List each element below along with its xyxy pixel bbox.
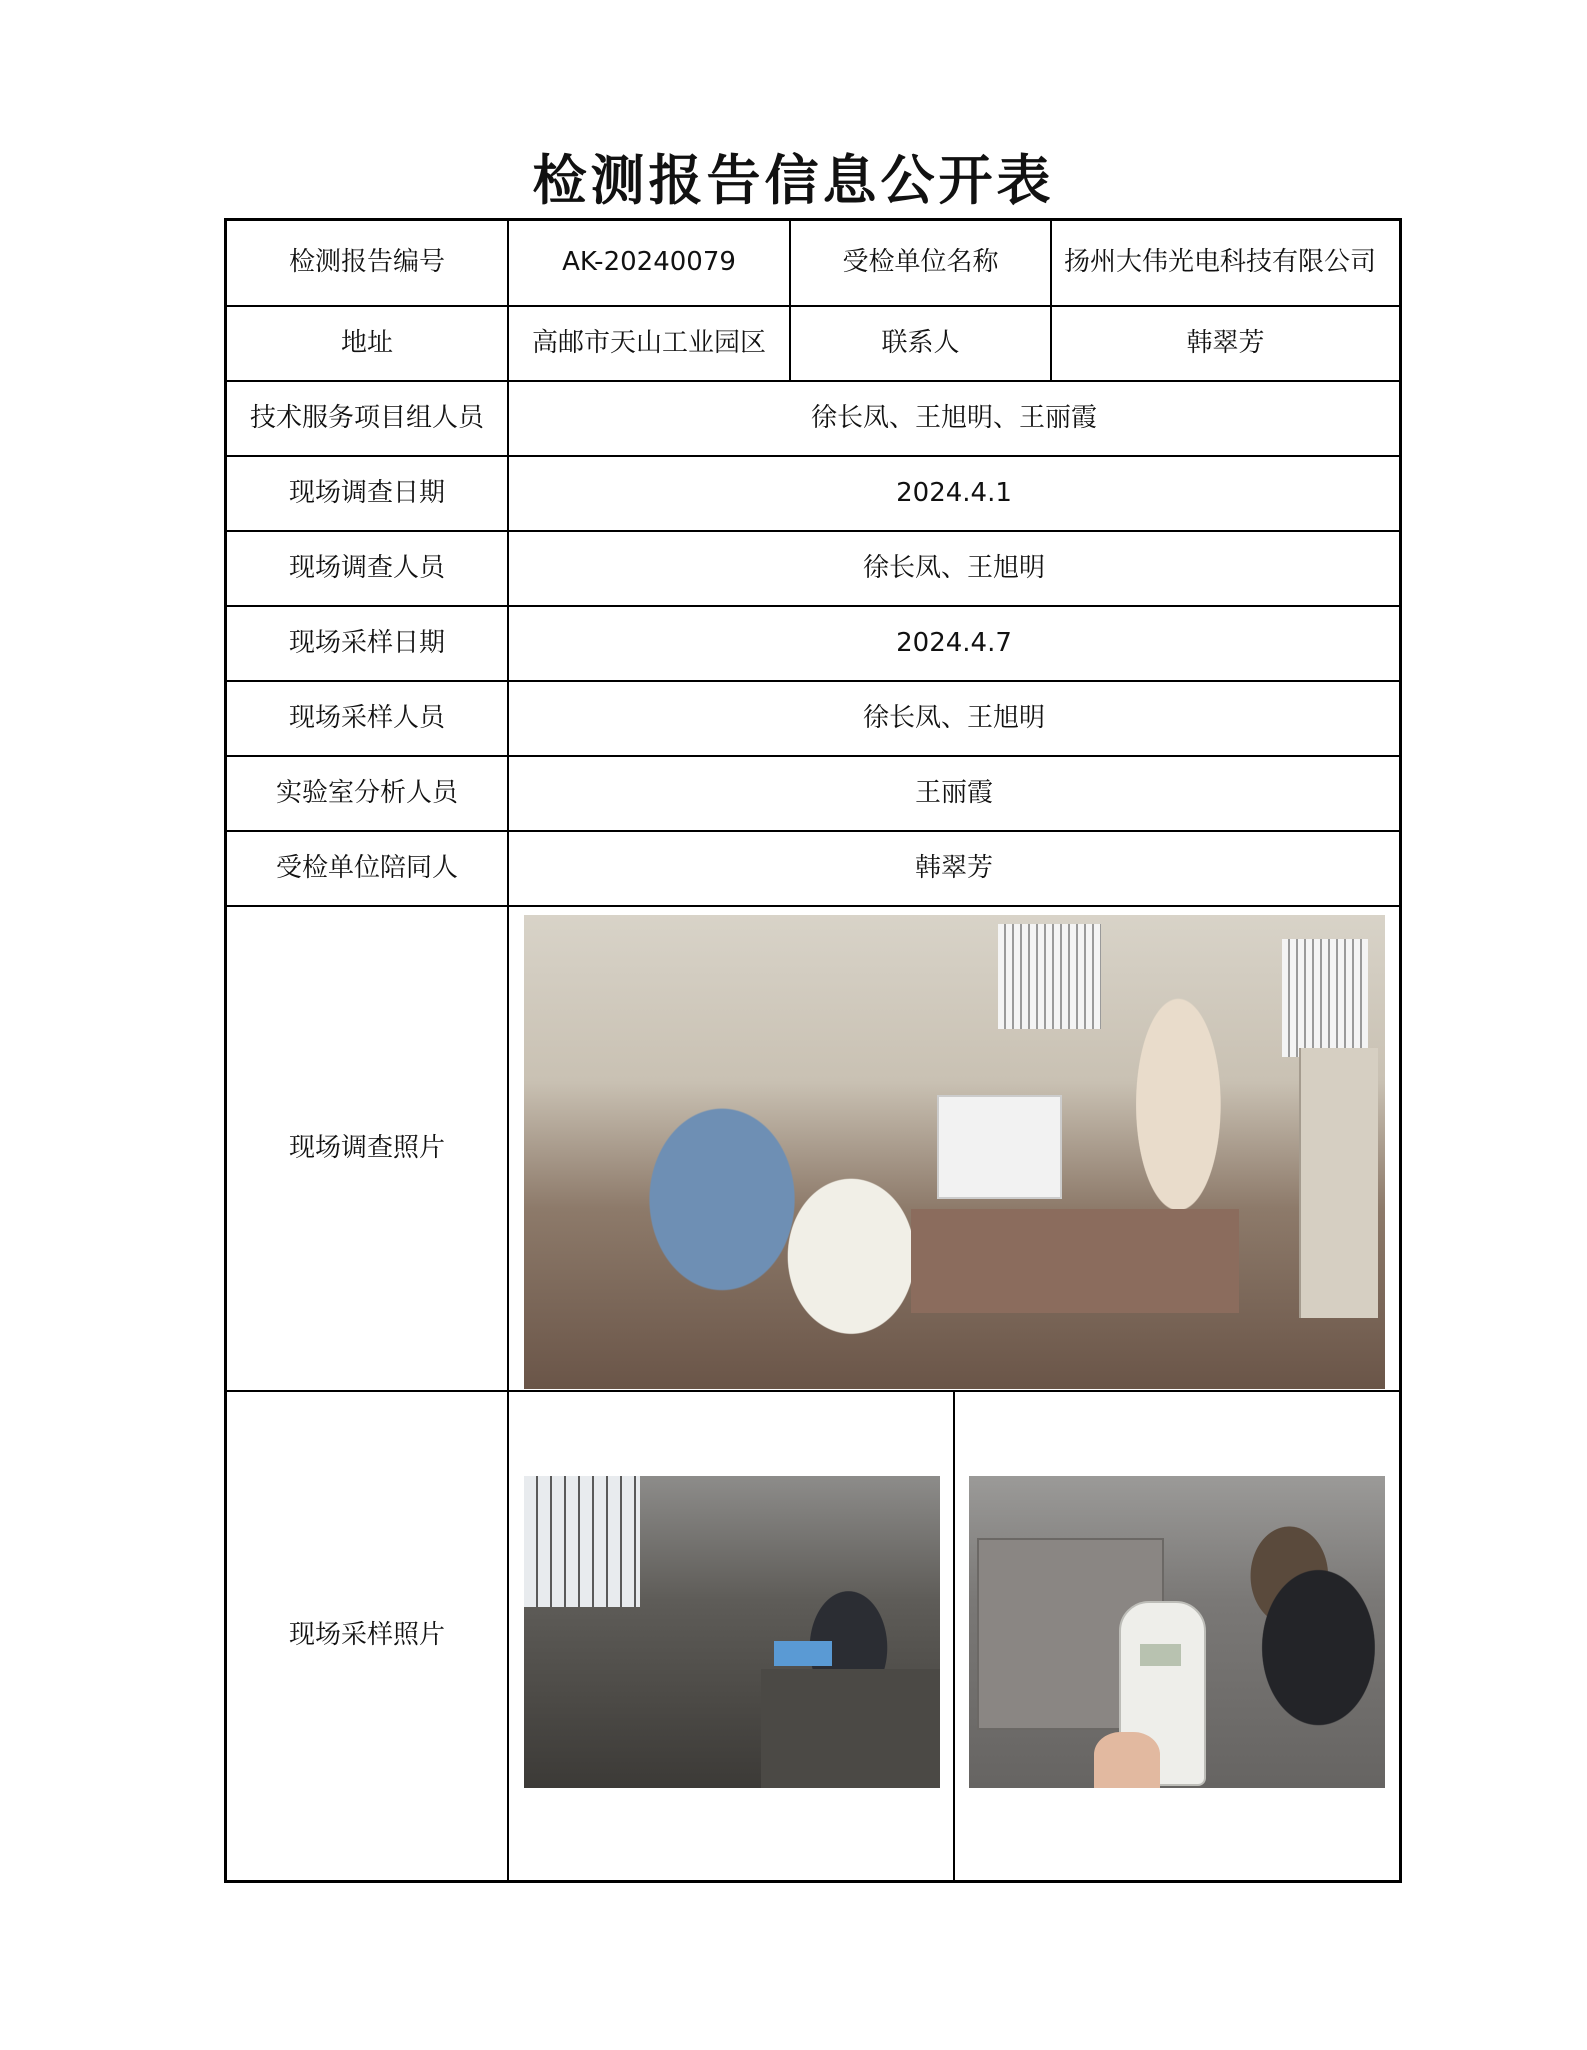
address-value: 高邮市天山工业园区 — [531, 327, 766, 358]
document-title: 检测报告信息公开表 — [532, 149, 1055, 212]
unit-name-label: 受检单位名称 — [842, 247, 999, 278]
sample-photo-label: 现场采样照片 — [288, 1620, 445, 1651]
info-table — [224, 218, 1402, 1883]
survey-date-value: 2024.4.1 — [896, 477, 1012, 508]
escort-value: 韩翠芳 — [914, 852, 993, 883]
team-value: 徐长凤、王旭明、王丽霞 — [810, 402, 1097, 433]
survey-staff-label: 现场调查人员 — [288, 552, 445, 583]
contact-label: 联系人 — [881, 327, 960, 358]
lab-staff-value: 王丽霞 — [914, 777, 993, 808]
sampling-photo-1 — [524, 1476, 940, 1788]
contact-value: 韩翠芳 — [1186, 327, 1265, 358]
survey-photo — [524, 915, 1385, 1389]
sample-staff-label: 现场采样人员 — [288, 702, 445, 733]
sample-date-label: 现场采样日期 — [288, 627, 445, 658]
lab-staff-label: 实验室分析人员 — [275, 777, 458, 808]
sample-staff-value: 徐长凤、王旭明 — [862, 702, 1045, 733]
report-no-value: AK-20240079 — [562, 247, 736, 278]
survey-staff-value: 徐长凤、王旭明 — [862, 552, 1045, 583]
survey-date-label: 现场调查日期 — [288, 477, 445, 508]
report-no-label: 检测报告编号 — [288, 247, 445, 278]
unit-name-value: 扬州大伟光电科技有限公司 — [1064, 247, 1377, 278]
sample-date-value: 2024.4.7 — [896, 627, 1012, 658]
survey-photo-label: 现场调查照片 — [288, 1132, 445, 1163]
sampling-photo-2 — [969, 1476, 1385, 1788]
escort-label: 受检单位陪同人 — [275, 852, 458, 883]
address-label: 地址 — [340, 327, 393, 358]
team-label: 技术服务项目组人员 — [249, 402, 484, 433]
